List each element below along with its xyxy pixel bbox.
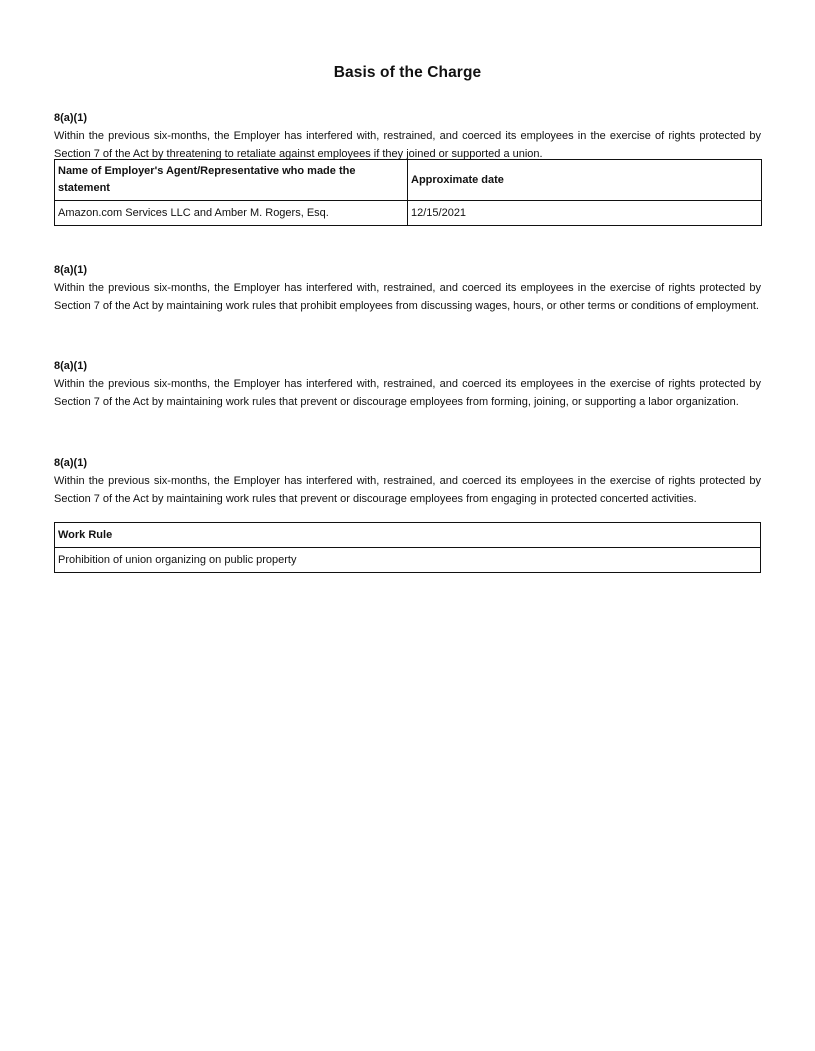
table-header-row	[55, 160, 762, 201]
charge-section-3	[54, 358, 761, 411]
work-rule-table	[54, 522, 761, 573]
work-rule-cell: Prohibition of union organizing on public property	[55, 548, 761, 573]
column-header-agent: Name of Employer's Agent/Representative who made the statement	[55, 160, 408, 201]
section-heading: 8(a)(1)	[54, 112, 88, 124]
table-header-row	[55, 523, 761, 548]
agent-cell: Amazon.com Services LLC and Amber M. Rogers, Esq.	[55, 201, 408, 226]
page-title: Basis of the Charge	[333, 64, 482, 81]
section-heading: 8(a)(1)	[54, 264, 88, 276]
date-cell: 12/15/2021	[408, 201, 762, 226]
charge-section-2	[54, 262, 761, 315]
section-heading: 8(a)(1)	[54, 457, 88, 469]
charge-section-1	[54, 110, 761, 163]
charge-section-4	[54, 455, 761, 508]
section-text: Within the previous six-months, the Employer has interfered with, restrained, and coerced its employees in the exercise of rights protected by Section 7 of the Act by maintaining work rules that prohibit employees from discussing wages, hours, or other terms or conditions of employment.	[54, 282, 761, 312]
section-text: Within the previous six-months, the Employer has interfered with, restrained, and coerced its employees in the exercise of rights protected by Section 7 of the Act by maintaining work rules that prevent or discourage employees from engaging in protected concerted activities.	[54, 475, 761, 505]
column-header-work-rule: Work Rule	[55, 523, 761, 548]
column-header-date: Approximate date	[408, 160, 762, 201]
table-row	[55, 548, 761, 573]
statement-table	[54, 159, 762, 226]
section-text: Within the previous six-months, the Employer has interfered with, restrained, and coerced its employees in the exercise of rights protected by Section 7 of the Act by maintaining work rules that prevent or discourage employees from forming, joining, or supporting a labor organization.	[54, 378, 761, 408]
section-text: Within the previous six-months, the Employer has interfered with, restrained, and coerced its employees in the exercise of rights protected by Section 7 of the Act by threatening to retaliate against employees if they joined or supported a union.	[54, 130, 761, 160]
section-heading: 8(a)(1)	[54, 360, 88, 372]
table-row	[55, 201, 762, 226]
